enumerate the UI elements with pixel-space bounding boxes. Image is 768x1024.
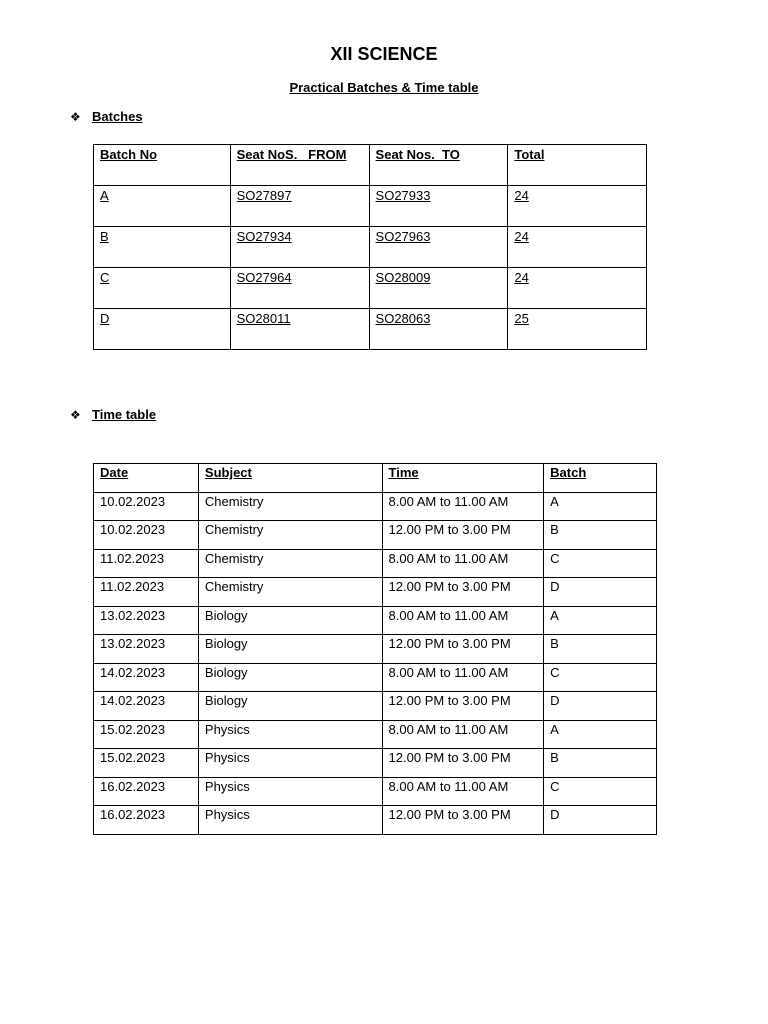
cell-date: 15.02.2023 [94,749,199,778]
column-header-time: Time [382,464,544,493]
table-row [94,606,657,635]
cell-date: 14.02.2023 [94,692,199,721]
table-row [94,806,657,835]
cell-subject: Chemistry [198,521,382,550]
cell-date: 13.02.2023 [94,606,199,635]
cell-date: 11.02.2023 [94,549,199,578]
cell-batch: C [544,777,657,806]
cell-subject: Biology [198,606,382,635]
cell-time: 8.00 AM to 11.00 AM [382,777,544,806]
cell-seat-from: SO28011 [230,309,369,350]
cell-time: 8.00 AM to 11.00 AM [382,492,544,521]
table-header-row [94,145,647,186]
cell-seat-to: SO28009 [369,268,508,309]
page-title: XII SCIENCE [330,44,438,64]
table-row [94,309,647,350]
cell-subject: Biology [198,635,382,664]
time-table [93,463,657,835]
cell-time: 12.00 PM to 3.00 PM [382,749,544,778]
table-row [94,777,657,806]
cell-date: 10.02.2023 [94,492,199,521]
cell-subject: Biology [198,663,382,692]
cell-date: 10.02.2023 [94,521,199,550]
cell-subject: Biology [198,692,382,721]
cell-batch: D [544,692,657,721]
table-row [94,227,647,268]
table-row [94,578,657,607]
cell-date: 11.02.2023 [94,578,199,607]
cell-subject: Chemistry [198,578,382,607]
table-row [94,492,657,521]
cell-batch-no: C [94,268,231,309]
table-row [94,268,647,309]
cell-time: 12.00 PM to 3.00 PM [382,578,544,607]
table-row [94,635,657,664]
cell-batch: B [544,749,657,778]
diamond-bullet-icon: ❖ [70,110,81,124]
table-row [94,749,657,778]
cell-batch: D [544,806,657,835]
cell-time: 12.00 PM to 3.00 PM [382,692,544,721]
cell-batch-no: D [94,309,231,350]
cell-total: 25 [508,309,647,350]
cell-batch: A [544,606,657,635]
cell-time: 8.00 AM to 11.00 AM [382,606,544,635]
table-row [94,692,657,721]
cell-batch: D [544,578,657,607]
cell-date: 13.02.2023 [94,635,199,664]
cell-batch: C [544,663,657,692]
cell-subject: Physics [198,806,382,835]
cell-total: 24 [508,268,647,309]
cell-date: 14.02.2023 [94,663,199,692]
table-row [94,521,657,550]
cell-time: 8.00 AM to 11.00 AM [382,663,544,692]
diamond-bullet-icon: ❖ [70,408,81,422]
batches-table [93,144,647,350]
table-header-row [94,464,657,493]
cell-total: 24 [508,186,647,227]
timetable-heading [70,407,156,422]
cell-time: 12.00 PM to 3.00 PM [382,521,544,550]
timetable-heading-label: Time table [92,407,157,422]
cell-subject: Chemistry [198,492,382,521]
table-row [94,663,657,692]
cell-batch: B [544,521,657,550]
cell-subject: Chemistry [198,549,382,578]
cell-batch-no: A [94,186,231,227]
cell-date: 16.02.2023 [94,806,199,835]
cell-time: 8.00 AM to 11.00 AM [382,720,544,749]
cell-seat-from: SO27964 [230,268,369,309]
table-row [94,549,657,578]
column-header-seat-from: Seat NoS. FROM [230,145,369,186]
cell-time: 8.00 AM to 11.00 AM [382,549,544,578]
cell-total: 24 [508,227,647,268]
cell-seat-to: SO27933 [369,186,508,227]
cell-batch: A [544,492,657,521]
cell-subject: Physics [198,720,382,749]
cell-batch: B [544,635,657,664]
cell-seat-from: SO27897 [230,186,369,227]
cell-seat-to: SO28063 [369,309,508,350]
column-header-seat-to: Seat Nos. TO [369,145,508,186]
column-header-total: Total [508,145,647,186]
cell-seat-to: SO27963 [369,227,508,268]
cell-time: 12.00 PM to 3.00 PM [382,806,544,835]
table-row [94,720,657,749]
page-subtitle: Practical Batches & Time table [289,80,479,95]
cell-time: 12.00 PM to 3.00 PM [382,635,544,664]
column-header-date: Date [94,464,199,493]
table-row [94,186,647,227]
batches-heading [70,109,143,124]
column-header-batch: Batch [544,464,657,493]
cell-subject: Physics [198,777,382,806]
cell-date: 16.02.2023 [94,777,199,806]
column-header-subject: Subject [198,464,382,493]
cell-batch-no: B [94,227,231,268]
cell-batch: C [544,549,657,578]
cell-seat-from: SO27934 [230,227,369,268]
batches-heading-label: Batches [92,109,143,124]
column-header-batch-no: Batch No [94,145,231,186]
cell-batch: A [544,720,657,749]
cell-date: 15.02.2023 [94,720,199,749]
cell-subject: Physics [198,749,382,778]
